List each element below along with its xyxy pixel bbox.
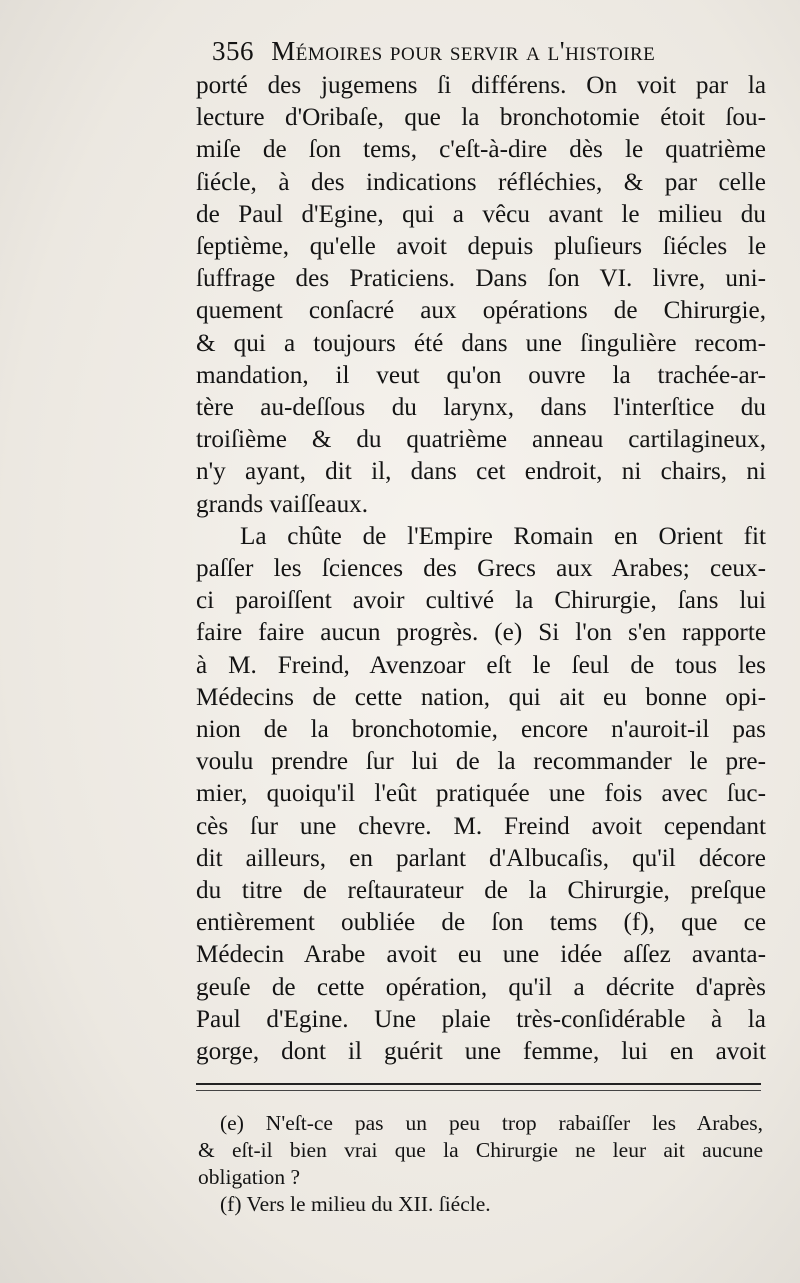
footnote-f: (f) Vers le milieu du XII. ſiécle. <box>220 1192 491 1216</box>
body-line: Médecin Arabe avoit eu une idée aſſez avanta- <box>196 941 766 969</box>
body-line: n'y ayant, dit il, dans cet endroit, ni chairs, ni <box>196 458 766 486</box>
footnote-separator-thin <box>196 1090 761 1091</box>
body-line: ci paroiſſent avoir cultivé la Chirurgie, ſans lui <box>196 587 766 615</box>
body-line: à M. Freind, Avenzoar eſt le ſeul de tous les <box>196 651 766 679</box>
body-line: du titre de reſtaurateur de la Chirurgie, preſque <box>196 877 766 905</box>
paragraph-start-line: La chûte de l'Empire Romain en Orient fit <box>240 522 766 550</box>
body-line: paſſer les ſciences des Grecs aux Arabes; ceux- <box>196 555 766 583</box>
body-line: cès ſur une chevre. M. Freind avoit cependant <box>196 812 766 840</box>
body-line: miſe de ſon tems, c'eſt-à-dire dès le quatrième <box>196 136 766 164</box>
body-line: Médecins de cette nation, qui ait eu bonne opi- <box>196 683 766 711</box>
body-line: gorge, dont il guérit une femme, lui en avoit <box>196 1038 766 1066</box>
body-line: nion de la bronchotomie, encore n'auroit-il pas <box>196 716 766 744</box>
body-text <box>196 70 766 1068</box>
body-line: grands vaiſſeaux. <box>196 490 369 518</box>
running-header <box>212 36 772 67</box>
footnote-line: obligation ? <box>198 1165 301 1189</box>
body-line: tère au-deſſous du larynx, dans l'interſtice du <box>196 394 766 422</box>
body-line: mandation, il veut qu'on ouvre la trachée-ar- <box>196 361 766 389</box>
footnotes <box>198 1110 763 1218</box>
footnote-separator <box>196 1083 761 1085</box>
body-line: ſuffrage des Praticiens. Dans ſon VI. livre, uni- <box>196 265 766 293</box>
body-line: geuſe de cette opération, qu'il a décrite d'après <box>196 973 766 1001</box>
body-line: Paul d'Egine. Une plaie très-conſidérable à la <box>196 1005 766 1033</box>
footnote-line: & eſt-il bien vrai que la Chirurgie ne leur ait aucune <box>198 1138 763 1162</box>
body-line: porté des jugemens ſi différens. On voit par la <box>196 72 766 99</box>
page-number: 356 <box>212 36 254 66</box>
body-line: dit ailleurs, en parlant d'Albucaſis, qu'il décore <box>196 844 766 872</box>
body-line: voulu prendre ſur lui de la recommander le pre- <box>196 748 766 776</box>
body-line: entièrement oubliée de ſon tems (f), que ce <box>196 909 766 937</box>
body-line: de Paul d'Egine, qui a vêcu avant le milieu du <box>196 200 766 228</box>
body-line: ſeptième, qu'elle avoit depuis pluſieurs ſiécles le <box>196 233 766 261</box>
body-line: mier, quoiqu'il l'eût pratiquée une fois avec ſuc- <box>196 780 766 808</box>
body-line: ſiécle, à des indications réfléchies, & par celle <box>196 168 766 196</box>
body-line: faire faire aucun progrès. (e) Si l'on s'en rapporte <box>196 619 766 647</box>
running-title: Mémoires pour servir a l'histoire <box>271 36 656 66</box>
body-line: & qui a toujours été dans une ſingulière recom- <box>196 329 766 357</box>
body-line: lecture d'Oribaſe, que la bronchotomie étoit ſou- <box>196 104 766 132</box>
footnote-e: (e) N'eſt-ce pas un peu trop rabaiſſer les Arabes, <box>220 1111 763 1135</box>
body-line: troiſième & du quatrième anneau cartilagineux, <box>196 426 766 454</box>
body-line: quement conſacré aux opérations de Chirurgie, <box>196 297 766 325</box>
